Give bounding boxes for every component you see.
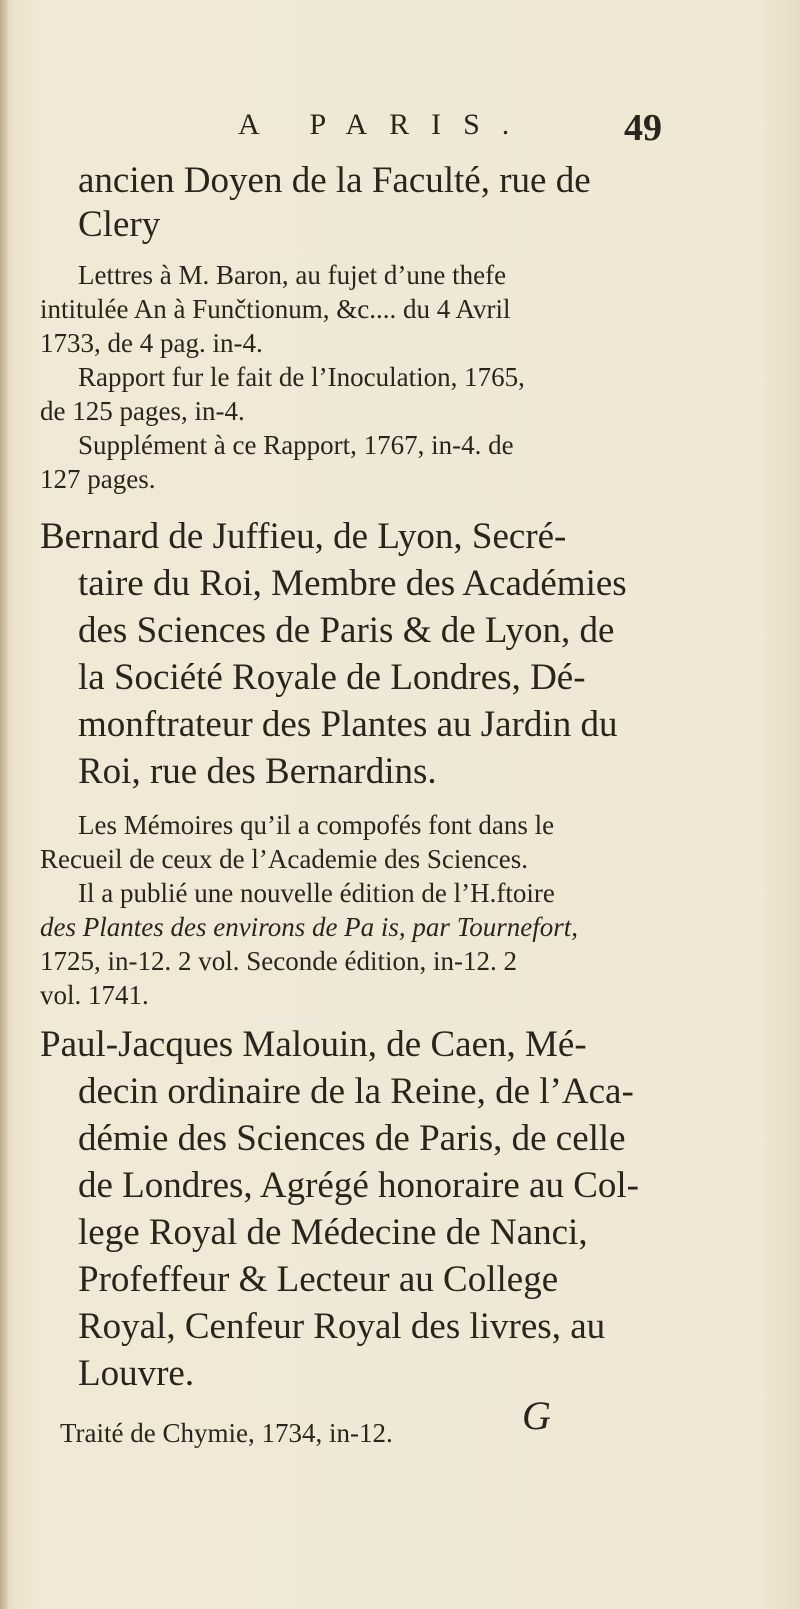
entry-line: Paul-Jacques Malouin, de Caen, Mé- (40, 1024, 587, 1065)
entry-line: Bernard de Juffieu, de Lyon, Secré- (40, 516, 567, 557)
entry-line: monftrateur des Plantes au Jardin du (78, 704, 618, 745)
entry-line: taire du Roi, Membre des Académies (78, 563, 627, 604)
entry-line: decin ordinaire de la Reine, de l’Aca- (78, 1071, 634, 1112)
work-line: 127 pages. (40, 464, 156, 494)
work-line: Les Mémoires qu’il a compofés font dans le (78, 810, 555, 840)
entry-line: Profeffeur & Lecteur au College (78, 1259, 559, 1300)
work-line: vol. 1741. (40, 980, 149, 1010)
entry-line: de Londres, Agrégé honoraire au Col- (78, 1165, 639, 1206)
running-head-title: A PARIS. (238, 108, 532, 141)
catchword: G (522, 1393, 551, 1438)
work-line: 1725, in-12. 2 vol. Seconde édition, in-12. 2 (40, 946, 517, 976)
work-line: Recueil de ceux de l’Academie des Sciences. (40, 844, 529, 874)
work-line: Lettres à M. Baron, au fujet d’une thefe (78, 260, 507, 290)
work-line: Supplément à ce Rapport, 1767, in-4. de (78, 430, 514, 460)
entry-line: des Sciences de Paris & de Lyon, de (78, 610, 615, 651)
entry-line: Roi, rue des Bernardins. (78, 751, 437, 792)
work-line: des Plantes des environs de Pa is, par Tournefort, (40, 912, 578, 942)
page-number: 49 (624, 107, 662, 149)
work-line: Il a publié une nouvelle édition de l’H.ftoire (78, 878, 555, 908)
entry-line: démie des Sciences de Paris, de celle (78, 1118, 626, 1159)
entry-line: ancien Doyen de la Faculté, rue de (78, 160, 591, 201)
page-gutter-edge (0, 0, 8, 1609)
entry-line: la Société Royale de Londres, Dé- (78, 657, 586, 698)
work-line: Rapport fur le fait de l’Inoculation, 1765, (78, 362, 525, 392)
entry-line: lege Royal de Médecine de Nanci, (78, 1212, 588, 1253)
running-head (0, 108, 800, 148)
work-line: intitulée An à Funčtionum, &c.... du 4 Avril (40, 294, 511, 324)
work-line: 1733, de 4 pag. in-4. (40, 328, 263, 358)
work-line: de 125 pages, in-4. (40, 396, 245, 426)
work-line: Traité de Chymie, 1734, in-12. (60, 1418, 393, 1448)
entry-line: Clery (78, 204, 161, 245)
entry-line: Louvre. (78, 1353, 195, 1394)
entry-line: Royal, Cenfeur Royal des livres, au (78, 1306, 606, 1347)
